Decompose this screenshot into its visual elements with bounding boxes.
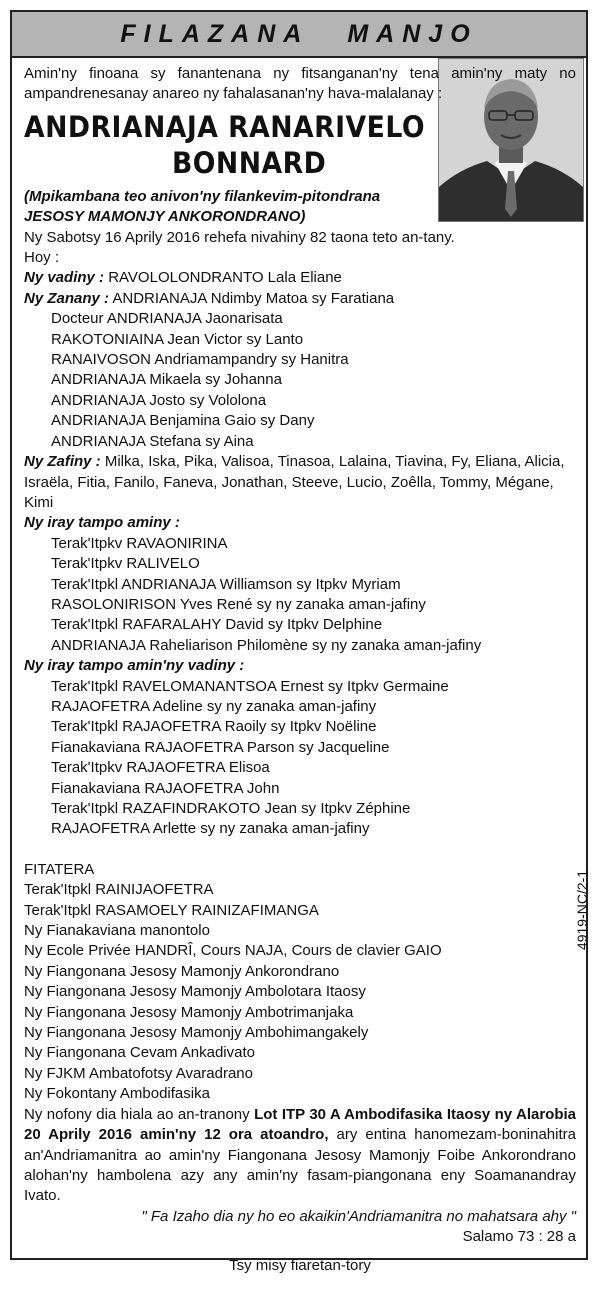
list-item: Ny Fiangonana Jesosy Mamonjy Ambolotara Itaosy bbox=[24, 983, 366, 1001]
zanany-label: Ny Zanany : bbox=[24, 289, 110, 307]
burial-pre: Ny nofony dia hiala ao an-tranony bbox=[24, 1105, 255, 1123]
deceased-name-line2: BONNARD bbox=[172, 145, 327, 180]
zanany-list bbox=[24, 309, 576, 452]
list-item: Ny Fiangonana Cevam Ankadivato bbox=[24, 1044, 255, 1062]
list-item: Ny Fiangonana Jesosy Mamonjy Ambohimangakely bbox=[24, 1024, 369, 1042]
list-item: Docteur ANDRIANAJA Jaonarisata bbox=[51, 310, 283, 328]
side-code-container bbox=[572, 850, 592, 970]
burial-post: ary entina hanomezam-boninahitra an'Andriamanitra ao amin'ny Fiangonana Jesosy Mamonjy Foibe Ankorondrano alohan'ny hambolena azy any amin'ny fasam-piangonana eny Soamanandray Ivato. bbox=[24, 1126, 576, 1205]
list-item: Ny FJKM Ambatofotsy Avaradrano bbox=[24, 1064, 253, 1082]
closing-note: Tsy misy fiaretan-tory bbox=[229, 1256, 371, 1274]
list-item: Terak'Itpkl RAINIJAOFETRA bbox=[24, 881, 214, 899]
notice-title: FILAZANA MANJO bbox=[12, 12, 586, 58]
zanany-first: ANDRIANAJA Ndimby Matoa sy Faratiana bbox=[112, 289, 395, 307]
list-item: ANDRIANAJA Raheliarison Philomène sy ny zanaka aman-jafiny bbox=[51, 636, 482, 654]
fitatera-label: FITATERA bbox=[24, 860, 95, 878]
list-item: ANDRIANAJA Mikaela sy Johanna bbox=[51, 371, 282, 389]
list-item: Terak'Itpkv RAJAOFETRA Elisoa bbox=[51, 759, 270, 777]
list-item: Terak'Itpkl RASAMOELY RAINIZAFIMANGA bbox=[24, 901, 319, 919]
list-item: Terak'Itpkl RAFARALAHY David sy Itpkv Delphine bbox=[51, 616, 383, 634]
list-item: RAJAOFETRA Arlette sy ny zanaka aman-jafiny bbox=[51, 820, 370, 838]
notice-body bbox=[24, 64, 576, 1276]
list-item: Ny Fiangonana Jesosy Mamonjy Ambotrimanjaka bbox=[24, 1003, 354, 1021]
list-item: Terak'Itpkv RALIVELO bbox=[51, 555, 200, 573]
vadiny-line bbox=[24, 268, 576, 288]
zafiny-label: Ny Zafiny : bbox=[24, 453, 101, 471]
scripture-quote: " Fa Izaho dia ny ho eo akaikin'Andriamanitra no mahatsara ahy " bbox=[141, 1207, 576, 1225]
deceased-name-line1: ANDRIANAJA RANARIVELO bbox=[24, 109, 425, 144]
role-line1: (Mpikambana teo anivon'ny filankevim-pitondrana bbox=[24, 187, 381, 205]
list-item: Terak'Itpkl RAZAFINDRAKOTO Jean sy Itpkv Zéphine bbox=[51, 800, 411, 817]
list-item: Ny Fiangonana Jesosy Mamonjy Ankorondrano bbox=[24, 962, 340, 980]
zanany-line bbox=[24, 289, 576, 309]
vadiny-name: RAVOLOLONDRANTO Lala Eliane bbox=[108, 269, 342, 287]
list-item: Terak'Itpkv RAVAONIRINA bbox=[51, 534, 228, 552]
list-item: Fianakaviana RAJAOFETRA Parson sy Jacqueline bbox=[51, 738, 390, 756]
hoy-label: Hoy : bbox=[24, 249, 60, 267]
list-item: RANAIVOSON Andriamampandry sy Hanitra bbox=[51, 351, 349, 369]
side-code: 4919-NC/2-1 bbox=[574, 869, 590, 951]
iray-tampo-label: Ny iray tampo aminy : bbox=[24, 514, 180, 532]
list-item: Terak'Itpkl RAJAOFETRA Raoily sy Itpkv Noëline bbox=[51, 718, 377, 736]
list-item: ANDRIANAJA Stefana sy Aina bbox=[51, 432, 254, 450]
list-item: RAJAOFETRA Adeline sy ny zanaka aman-jafiny bbox=[51, 697, 377, 715]
list-item: Fianakaviana RAJAOFETRA John bbox=[51, 779, 280, 797]
role-line2: JESOSY MAMONJY ANKORONDRANO) bbox=[24, 208, 306, 226]
list-item: RAKOTONIAINA Jean Victor sy Lanto bbox=[51, 330, 304, 348]
zafiny-names: Milka, Iska, Pika, Valisoa, Tinasoa, Lalaina, Tiavina, Fy, Eliana, Alicia, Israëla, Fitia, Fanilo, Faneva, Jonathan, Steeve, Lucio, Zoêlla, Tommy, Mégane, Kimi bbox=[24, 453, 565, 511]
list-item: Ny Ecole Privée HANDRÎ, Cours NAJA, Cours de clavier GAIO bbox=[24, 942, 442, 960]
iray-tampo-list bbox=[24, 534, 576, 656]
burial-bold: Lot ITP 30 A Ambodifasika Itaosy ny Alarobia 20 Aprily 2016 amin'ny 12 ora atoandro, bbox=[24, 1105, 577, 1144]
scripture-reference: Salamo 73 : 28 a bbox=[462, 1228, 576, 1246]
intro-text: Amin'ny finoana sy fanantenana ny fitsanganan'ny tena amin'ny maty no ampandrenesanay anareo ny fahalasanan'ny hava-malalanay : bbox=[24, 65, 576, 103]
list-item: ANDRIANAJA Josto sy Vololona bbox=[51, 391, 267, 409]
iray-tampo-vadiny-list bbox=[24, 677, 576, 840]
vadiny-label: Ny vadiny : bbox=[24, 269, 105, 287]
list-item: RASOLONIRISON Yves René sy ny zanaka aman-jafiny bbox=[51, 595, 426, 613]
death-line: Ny Sabotsy 16 Aprily 2016 rehefa nivahiny 82 taona teto an-tany. bbox=[24, 228, 455, 246]
list-item: Ny Fokontany Ambodifasika bbox=[24, 1085, 210, 1103]
list-item: Terak'Itpkl RAVELOMANANTSOA Ernest sy Itpkv Germaine bbox=[51, 677, 449, 695]
notice-frame bbox=[10, 10, 588, 1274]
list-item: ANDRIANAJA Benjamina Gaio sy Dany bbox=[51, 412, 315, 430]
list-item: Terak'Itpkl ANDRIANAJA Williamson sy Itpkv Myriam bbox=[51, 575, 401, 593]
iray-tampo-vadiny-label: Ny iray tampo amin'ny vadiny : bbox=[24, 657, 245, 675]
zafiny-block bbox=[24, 452, 576, 513]
list-item: Ny Fianakaviana manontolo bbox=[24, 922, 210, 940]
fitatera-list bbox=[24, 880, 576, 1104]
spacer bbox=[24, 840, 576, 860]
burial-paragraph bbox=[24, 1105, 576, 1207]
